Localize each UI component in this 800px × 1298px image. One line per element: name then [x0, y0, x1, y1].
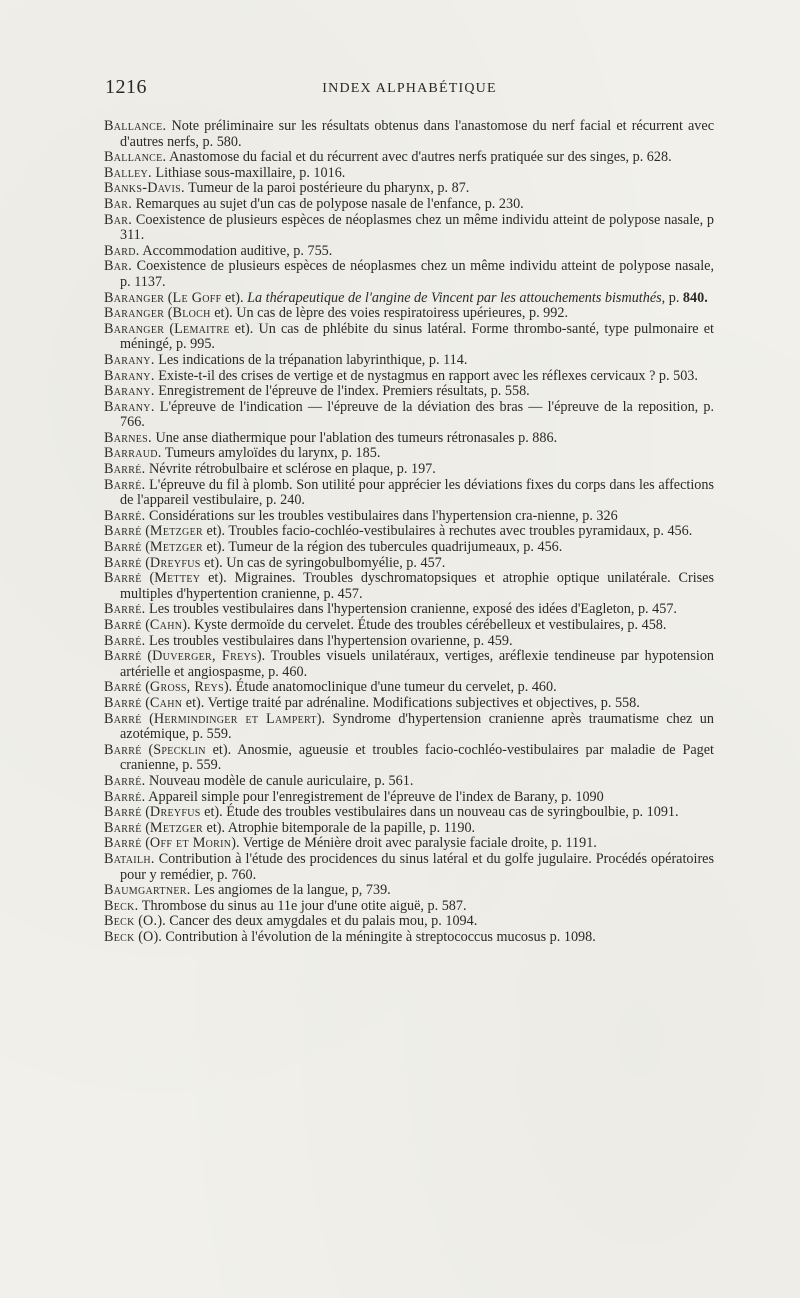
index-entry [104, 634, 714, 650]
entry-author: Barany. [104, 367, 155, 384]
entry-author: Balley. [104, 164, 152, 181]
entry-text: Tumeur de la région des tubercules quadrijumeaux, p. 456. [225, 539, 563, 556]
entry-text: Kyste dermoïde du cervelet. Étude des troubles cérébelleux et vestibulaires, p. 458. [190, 617, 667, 633]
index-entry: Barré (Mettey et). Migraines. Troubles dyschromatopsiques et atrophie optique unilatérale. Crises multiples d'hypertention cranienne, p. 457. [104, 570, 714, 602]
entry-author: Barnes. [104, 429, 152, 446]
index-entry [104, 602, 714, 618]
running-title: INDEX ALPHABÉTIQUE [322, 81, 497, 96]
index-entry [104, 883, 714, 899]
index-entry [104, 509, 714, 525]
entry-author: Batailh. [104, 850, 155, 867]
index-entry [104, 353, 714, 369]
entry-coauthor: Dreyfus [149, 804, 201, 821]
entry-text: L'épreuve du fil à plomb. Son utilité pour apprécier les déviations fixes du corps dans les affections de l'appareil vestibulaire, p. 240. [120, 476, 714, 509]
entry-coauthor: Specklin [153, 741, 206, 758]
index-entry [104, 774, 714, 790]
entry-coauthor: O. [142, 913, 158, 930]
index-entry [104, 259, 714, 290]
entry-author: Barré. [104, 601, 146, 618]
entry-text: Un cas de phlébite du sinus latéral. Forme thrombo-santé, type pulmonaire et méningé, p. 995. [120, 320, 714, 353]
index-entry: Barré (Metzger et). Atrophie bitemporale de la papille, p. 1190. [104, 819, 476, 836]
index-entry: Barré (Metzger et). Tumeur de la région des tubercules quadrijumeaux, p. 456. [104, 539, 563, 556]
entry-text: Un cas de syringobulbomyélie, p. 457. [222, 554, 446, 571]
entry-author: Barré. [104, 788, 146, 805]
entry-author: Barré. [104, 632, 146, 649]
entry-text: Nouveau modèle de canule auriculaire, p. 561. [145, 772, 414, 789]
index-entry: Barré (Dreyfus et). Un cas de syringobulbomyélie, p. 457. [104, 554, 446, 571]
entry-author: Bar. [104, 211, 133, 228]
entry-text: Note préliminaire sur les résultats obtenus dans l'anastomose du nerf facial et récurrent avec d'autres nerfs, p. 580. [120, 118, 714, 150]
entry-author: Barré [104, 648, 142, 665]
entry-text: Les troubles vestibulaires dans l'hypertension ovarienne, p. 459. [145, 632, 513, 649]
entry-author: Ballance. [104, 149, 167, 166]
index-entry [104, 384, 714, 400]
index-entry: Baranger (Lemaitre et). Un cas de phlébite du sinus latéral. Forme thrombo-santé, type pulmonaire et méningé, p. 995. [104, 320, 714, 353]
index-entry [104, 446, 714, 462]
index-entry: Barré (Gross, Reys). Étude anatomoclinique d'une tumeur du cervelet, p. 460. [104, 679, 557, 696]
entry-author: Baranger [104, 289, 165, 306]
index-entry: Barré (Metzger et). Troubles facio-cochléo-vestibulaires à rechutes avec troubles pyramidaux, p. 456. [104, 523, 693, 540]
entry-text: Névrite rétrobulbaire et sclérose en plaque, p. 197. [145, 461, 436, 478]
entry-text: Les troubles vestibulaires dans l'hypertension cranienne, exposé des idées d'Eagleton, p. 457. [145, 601, 677, 618]
index-entry [104, 213, 714, 244]
entry-coauthor: Gross, Reys [149, 679, 224, 696]
entry-text: L'épreuve de l'indication — l'épreuve de la déviation des bras — l'épreuve de la reposition, p. 766. [120, 398, 714, 431]
entry-text: Enregistrement de l'épreuve de l'index. Premiers résultats, p. 558. [154, 383, 530, 400]
entry-text: Remarques au sujet d'un cas de polypose nasale de l'enfance, p. 230. [132, 195, 524, 212]
entry-text: Existe-t-il des crises de vertige et de nystagmus en rapport avec les réflexes cervicaux ? p. 503. [154, 367, 698, 384]
entry-author: Barré [104, 679, 142, 696]
entry-coauthor: Cahn [149, 694, 183, 711]
entry-author: Barré [104, 694, 142, 711]
index-entry [104, 244, 714, 260]
entry-text: Contribution à l'évolution de la méningite à streptococcus mucosus p. 1098. [161, 928, 596, 945]
entry-text: Coexistence de plusieurs espèces de néoplasmes chez un même individu atteint de polypose nasale, p. 1137. [120, 258, 714, 290]
entry-text: Migraines. Troubles dyschromatopsiques et atrophie optique unilatérale. Crises multiples d'hypertention cranienne, p. 457. [120, 570, 714, 602]
entry-coauthor: Metzger [149, 539, 203, 556]
index-entries [104, 119, 714, 945]
entry-text: Anastomose du facial et du récurrent avec d'autres nerfs pratiquée sur des singes, p. 628. [166, 149, 672, 166]
entry-coauthor: Lemaitre [174, 320, 230, 337]
entry-coauthor: O [142, 928, 154, 945]
entry-text: Les indications de la trépanation labyrinthique, p. 114. [154, 351, 468, 368]
entry-text: Cancer des deux amygdales et du palais mou, p. 1094. [165, 913, 478, 930]
entry-text: Étude des troubles vestibulaires dans un nouveau cas de syringboulbie, p. 1091. [222, 804, 679, 821]
entry-text: Vertige de Ménière droit avec paralysie faciale droite, p. 1191. [239, 835, 597, 852]
entry-text: Tumeurs amyloïdes du larynx, p. 185. [161, 445, 381, 462]
entry-text: Thrombose du sinus au 11e jour d'une otite aiguë, p. 587. [138, 897, 467, 914]
index-entry: Baranger (Bloch et). Un cas de lèpre des voies respiratoiress upérieures, p. 992. [104, 305, 569, 322]
entry-author: Barré [104, 741, 142, 758]
entry-coauthor: Metzger [149, 523, 203, 540]
entry-author: Baranger [104, 305, 165, 322]
entry-author: Barany. [104, 383, 155, 400]
index-entry: Barré (Cahn). Kyste dermoïde du cervelet. Étude des troubles cérébelleux et vestibulaires, p. 458. [104, 617, 667, 633]
entry-author: Barany. [104, 351, 155, 368]
entry-coauthor: Bloch [172, 305, 211, 322]
entry-text: Troubles facio-cochléo-vestibulaires à rechutes avec troubles pyramidaux, p. 456. [225, 523, 693, 540]
entry-text: , p. [661, 289, 683, 306]
entry-text: Considérations sur les troubles vestibulaires dans l'hypertension cra-nienne, p. 326 [145, 507, 618, 524]
index-entry: Barré (Specklin et). Anosmie, agueusie et troubles facio-cochléo-vestibulaires par maladie de Paget cranienne, p. 559. [104, 741, 714, 774]
entry-author: Barré. [104, 461, 146, 478]
entry-author: Bar. [104, 258, 133, 275]
entry-text: Anosmie, agueusie et troubles facio-cochléo-vestibulaires par maladie de Paget cranienne, p. 559. [120, 741, 714, 774]
entry-author: Baranger [104, 320, 165, 337]
index-entry [104, 431, 714, 447]
entry-author: Barré [104, 617, 142, 633]
entry-text: Atrophie bitemporale de la papille, p. 1190. [225, 819, 476, 836]
page-header [105, 76, 714, 100]
entry-author: Beck [104, 913, 135, 930]
index-entry: Barré (Duverger, Freys). Troubles visuels unilatéraux, vertiges, aréflexie tendineuse par hypotension artérielle et angiospasme, p. 460. [104, 648, 715, 680]
index-entry [104, 150, 714, 166]
entry-coauthor: Metzger [149, 819, 203, 836]
index-entry [104, 119, 714, 150]
entry-text: Coexistence de plusieurs espèces de néoplasmes chez un même individu atteint de polypose nasale, p 311. [120, 211, 714, 244]
entry-title: La thérapeutique de l'angine de Vincent par les attouchements bismuthés [247, 289, 662, 306]
entry-coauthor: Dreyfus [149, 554, 201, 571]
entry-text: Lithiase sous-maxillaire, p. 1016. [151, 164, 346, 181]
entry-author: Barré [104, 819, 142, 836]
entry-text: Étude anatomoclinique d'une tumeur du cervelet, p. 460. [232, 679, 557, 696]
entry-text: Vertige traité par adrénaline. Modifications subjectives et objectives, p. 558. [204, 694, 640, 711]
index-entry [104, 181, 714, 197]
index-entry: Barré (Cahn et). Vertige traité par adrénaline. Modifications subjectives et objectives, p. 558. [104, 694, 640, 711]
entry-author: Barré [104, 523, 142, 540]
entry-coauthor: Duverger, Freys [152, 648, 257, 665]
entry-text: Syndrome d'hypertension cranienne après traumatisme chez un azotémique, p. 559. [120, 710, 714, 743]
entry-author: Bard. [104, 242, 140, 259]
entry-author: Beck. [104, 897, 139, 914]
index-entry: Beck (O). Contribution à l'évolution de la méningite à streptococcus mucosus p. 1098. [104, 928, 596, 945]
entry-coauthor: Le Goff [172, 289, 222, 306]
entry-text: Appareil simple pour l'enregistrement de l'épreuve de l'index de Barany, p. 1090 [145, 788, 604, 805]
index-entry [104, 462, 714, 478]
entry-coauthor: Hermindinger et Lampert [153, 710, 317, 727]
index-entry [104, 899, 714, 915]
entry-author: Banks-Davis. [104, 180, 185, 197]
index-entry: Barré (Hermindinger et Lampert). Syndrome d'hypertension cranienne après traumatisme chez un azotémique, p. 559. [104, 710, 714, 743]
entry-text: Accommodation auditive, p. 755. [139, 242, 333, 259]
entry-author: Barré [104, 835, 142, 852]
index-entry [104, 478, 714, 509]
entry-author: Baumgartner. [104, 882, 191, 899]
index-entry: Barré (Off et Morin). Vertige de Ménière droit avec paralysie faciale droite, p. 1191. [104, 835, 597, 852]
index-entry: Baranger (Le Goff et). La thérapeutique de l'angine de Vincent par les attouchements bismuthés, p. 840. [104, 289, 708, 306]
entry-author: Barré [104, 804, 142, 821]
entry-text: Troubles visuels unilatéraux, vertiges, aréflexie tendineuse par hypotension artérielle et angiospasme, p. 460. [120, 648, 715, 680]
entry-author: Barré. [104, 507, 146, 524]
entry-author: Beck [104, 928, 135, 945]
entry-author: Barré. [104, 476, 146, 493]
index-entry [104, 790, 714, 806]
index-entry [104, 166, 714, 182]
index-entry [104, 400, 714, 431]
index-entry [104, 852, 714, 883]
entry-text: Un cas de lèpre des voies respiratoiress upérieures, p. 992. [232, 305, 569, 322]
entry-author: Ballance. [104, 118, 167, 134]
entry-text: Une anse diathermique pour l'ablation des tumeurs rétronasales p. 886. [151, 429, 558, 446]
entry-page: 840. [682, 289, 708, 306]
entry-author: Bar. [104, 195, 133, 212]
index-entry: Beck (O.). Cancer des deux amygdales et du palais mou, p. 1094. [104, 913, 478, 930]
entry-coauthor: Mettey [154, 570, 201, 587]
index-entry [104, 197, 714, 213]
index-entry [104, 369, 714, 385]
entry-author: Barré [104, 554, 142, 571]
index-entry: Barré (Dreyfus et). Étude des troubles vestibulaires dans un nouveau cas de syringboulbie, p. 1091. [104, 804, 679, 821]
entry-author: Barraud. [104, 445, 162, 462]
entry-author: Barany. [104, 398, 155, 415]
entry-author: Barré [104, 539, 142, 556]
entry-coauthor: Cahn [149, 617, 183, 633]
entry-text: Tumeur de la paroi postérieure du pharynx, p. 87. [184, 180, 470, 197]
entry-text: Contribution à l'étude des procidences du sinus latéral et du golfe jugulaire. Procédés opératoires pour y remédier, p. 760. [120, 850, 714, 883]
entry-author: Barré [104, 570, 142, 587]
entry-text: Les angiomes de la langue, p, 739. [190, 882, 391, 899]
entry-author: Barré [104, 710, 142, 727]
entry-author: Barré. [104, 772, 146, 789]
entry-coauthor: Off et Morin [149, 835, 232, 852]
page-number: 1216 [105, 76, 147, 98]
